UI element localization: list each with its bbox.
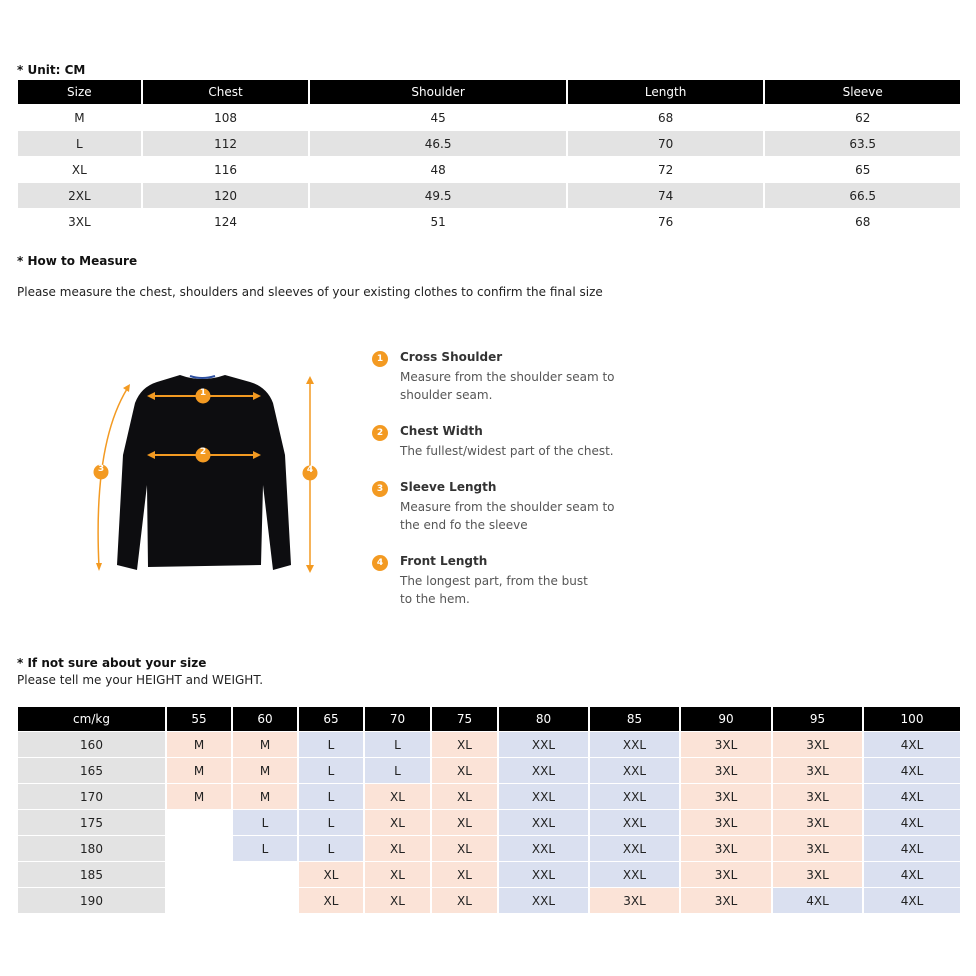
size-cell: 4XL — [864, 758, 960, 783]
size-cell: 4XL — [864, 888, 960, 913]
size-cell — [233, 862, 297, 887]
table-row — [18, 810, 960, 835]
measure-item-title: Cross Shoulder — [400, 350, 503, 364]
size-cell: L — [299, 810, 363, 835]
size-cell — [233, 888, 297, 913]
cell: XL — [18, 157, 141, 182]
size-cell: XL — [365, 784, 430, 809]
measure-item-front-length — [372, 554, 632, 614]
size-cell: XL — [432, 836, 497, 861]
cell: 68 — [765, 209, 960, 234]
measure-item-desc: Measure from the shoulder seam to the end fo the sleeve — [400, 500, 615, 532]
size-cell — [167, 836, 231, 861]
size-cell: XL — [432, 758, 497, 783]
table-row — [18, 758, 960, 783]
size-cell: M — [233, 758, 297, 783]
table-row — [18, 157, 960, 182]
weight-header: 60 — [233, 707, 297, 731]
size-cell: M — [233, 732, 297, 757]
number-badge: 3 — [372, 481, 388, 497]
size-cell: XXL — [499, 758, 588, 783]
col-header-chest: Chest — [143, 80, 309, 104]
size-cell: 3XL — [773, 784, 862, 809]
size-cell: XL — [299, 862, 363, 887]
size-cell: XL — [365, 862, 430, 887]
cell: 48 — [310, 157, 565, 182]
size-cell: M — [167, 758, 231, 783]
corner-header: cm/kg — [18, 707, 165, 731]
size-cell: XL — [432, 732, 497, 757]
measure-item-desc: Measure from the shoulder seam to shoulder seam. — [400, 370, 615, 402]
diagram-label-3: 3 — [97, 464, 105, 474]
table-row — [18, 131, 960, 156]
weight-header: 90 — [681, 707, 771, 731]
height-cell: 165 — [18, 758, 165, 783]
cell: 46.5 — [310, 131, 565, 156]
cell: 62 — [765, 105, 960, 130]
size-cell: L — [365, 732, 430, 757]
height-cell: 175 — [18, 810, 165, 835]
cell: 66.5 — [765, 183, 960, 208]
measure-item-title: Chest Width — [400, 424, 483, 438]
size-cell: XXL — [590, 836, 679, 861]
size-cell: 3XL — [590, 888, 679, 913]
size-cell: XL — [432, 888, 497, 913]
measure-item-chest-width — [372, 424, 632, 464]
weight-header: 75 — [432, 707, 497, 731]
size-cell: XXL — [499, 784, 588, 809]
cell: 51 — [310, 209, 565, 234]
size-cell: XXL — [590, 732, 679, 757]
size-cell: 3XL — [773, 732, 862, 757]
measure-item-desc: The fullest/widest part of the chest. — [400, 444, 614, 458]
col-header-length: Length — [568, 80, 764, 104]
size-cell: 4XL — [864, 732, 960, 757]
size-cell: XXL — [499, 888, 588, 913]
size-cell: L — [233, 810, 297, 835]
size-cell: L — [365, 758, 430, 783]
cell: 76 — [568, 209, 764, 234]
size-cell — [167, 862, 231, 887]
size-cell: XL — [365, 888, 430, 913]
weight-header: 55 — [167, 707, 231, 731]
size-cell: XXL — [590, 758, 679, 783]
size-cell: XXL — [499, 810, 588, 835]
size-cell: 3XL — [681, 810, 771, 835]
weight-header: 80 — [499, 707, 588, 731]
size-cell: XXL — [590, 784, 679, 809]
hw-table-body — [18, 732, 960, 913]
size-cell: XXL — [499, 732, 588, 757]
size-cell: XL — [432, 810, 497, 835]
size-cell: 4XL — [773, 888, 862, 913]
table-row — [18, 784, 960, 809]
unit-label: * Unit: CM — [17, 63, 86, 77]
weight-header: 95 — [773, 707, 862, 731]
size-cell: XL — [365, 836, 430, 861]
cell: 3XL — [18, 209, 141, 234]
col-header-size: Size — [18, 80, 141, 104]
size-cell: M — [167, 732, 231, 757]
height-weight-table — [16, 706, 962, 914]
number-badge: 2 — [372, 425, 388, 441]
size-table-header — [18, 80, 960, 104]
height-cell: 190 — [18, 888, 165, 913]
size-cell: 4XL — [864, 784, 960, 809]
how-to-measure-title: * How to Measure — [17, 254, 138, 268]
cell: M — [18, 105, 141, 130]
size-cell: 3XL — [681, 784, 771, 809]
hw-table-header — [18, 707, 960, 731]
sweater-icon — [85, 365, 335, 590]
sweater-diagram — [85, 365, 335, 590]
size-cell — [167, 810, 231, 835]
number-badge: 1 — [372, 351, 388, 367]
table-row — [18, 183, 960, 208]
size-cell: L — [299, 836, 363, 861]
cell: 70 — [568, 131, 764, 156]
size-cell: L — [299, 784, 363, 809]
measure-item-cross-shoulder — [372, 350, 632, 410]
how-to-measure-intro: Please measure the chest, shoulders and sleeves of your existing clothes to confirm the final size — [17, 285, 603, 299]
size-cell: 3XL — [773, 758, 862, 783]
size-table — [16, 79, 962, 235]
size-cell: 3XL — [681, 836, 771, 861]
size-cell — [167, 888, 231, 913]
weight-header: 70 — [365, 707, 430, 731]
col-header-sleeve: Sleeve — [765, 80, 960, 104]
table-row — [18, 209, 960, 234]
size-cell: XXL — [499, 836, 588, 861]
size-cell: XL — [365, 810, 430, 835]
diagram-label-4: 4 — [306, 465, 314, 475]
table-row — [18, 105, 960, 130]
size-cell: L — [299, 758, 363, 783]
size-cell: 3XL — [681, 732, 771, 757]
cell: 108 — [143, 105, 309, 130]
size-cell: L — [233, 836, 297, 861]
diagram-label-1: 1 — [199, 388, 207, 398]
measure-item-sleeve-length — [372, 480, 632, 540]
measure-item-desc: The longest part, from the bust to the hem. — [400, 574, 588, 606]
cell: L — [18, 131, 141, 156]
measure-item-title: Sleeve Length — [400, 480, 497, 494]
size-cell: XL — [432, 784, 497, 809]
cell: 112 — [143, 131, 309, 156]
weight-header: 85 — [590, 707, 679, 731]
size-cell: 3XL — [681, 862, 771, 887]
size-cell: 3XL — [681, 888, 771, 913]
size-cell: M — [233, 784, 297, 809]
weight-header: 100 — [864, 707, 960, 731]
unsure-title: * If not sure about your size — [17, 656, 207, 670]
table-row — [18, 732, 960, 757]
height-cell: 170 — [18, 784, 165, 809]
cell: 68 — [568, 105, 764, 130]
size-cell: XXL — [499, 862, 588, 887]
cell: 74 — [568, 183, 764, 208]
size-cell: XXL — [590, 810, 679, 835]
size-cell: XL — [432, 862, 497, 887]
size-cell: 4XL — [864, 862, 960, 887]
table-row — [18, 862, 960, 887]
cell: 116 — [143, 157, 309, 182]
cell: 49.5 — [310, 183, 565, 208]
cell: 65 — [765, 157, 960, 182]
size-cell: XL — [299, 888, 363, 913]
size-cell: 4XL — [864, 836, 960, 861]
table-row — [18, 836, 960, 861]
size-cell: M — [167, 784, 231, 809]
size-cell: L — [299, 732, 363, 757]
size-cell: XXL — [590, 862, 679, 887]
cell: 63.5 — [765, 131, 960, 156]
cell: 120 — [143, 183, 309, 208]
height-cell: 180 — [18, 836, 165, 861]
height-cell: 185 — [18, 862, 165, 887]
size-cell: 3XL — [773, 862, 862, 887]
size-cell: 3XL — [773, 810, 862, 835]
unsure-subtitle: Please tell me your HEIGHT and WEIGHT. — [17, 673, 264, 687]
cell: 124 — [143, 209, 309, 234]
weight-header: 65 — [299, 707, 363, 731]
number-badge: 4 — [372, 555, 388, 571]
col-header-shoulder: Shoulder — [310, 80, 565, 104]
cell: 45 — [310, 105, 565, 130]
cell: 72 — [568, 157, 764, 182]
size-cell: 3XL — [773, 836, 862, 861]
diagram-label-2: 2 — [199, 447, 207, 457]
size-cell: 3XL — [681, 758, 771, 783]
size-cell: 4XL — [864, 810, 960, 835]
table-row — [18, 888, 960, 913]
height-cell: 160 — [18, 732, 165, 757]
measure-item-title: Front Length — [400, 554, 488, 568]
cell: 2XL — [18, 183, 141, 208]
